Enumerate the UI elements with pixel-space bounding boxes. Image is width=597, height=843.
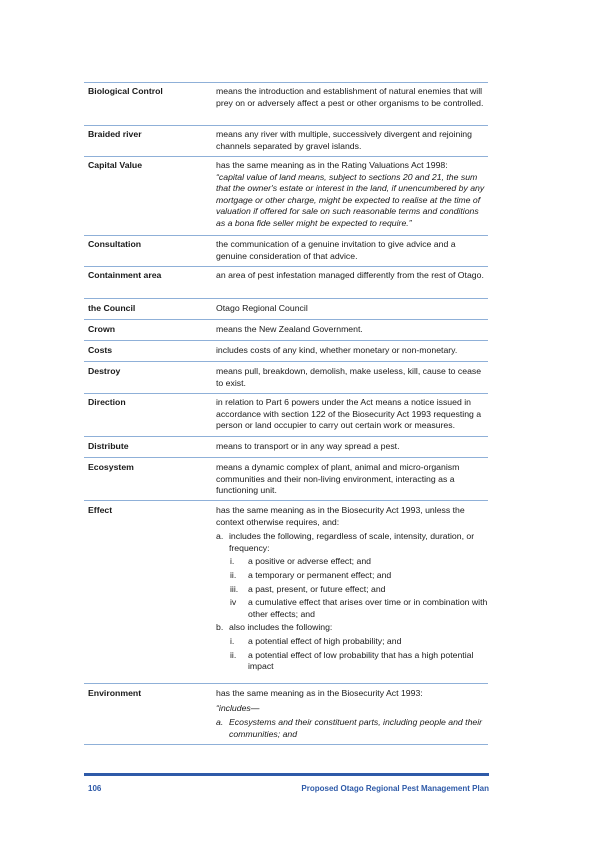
- list-item: [216, 650, 488, 673]
- glossary-definition: the communication of a genuine invitation to give advice and a genuine consideration of that advice.: [216, 239, 456, 261]
- list-item: [216, 597, 488, 620]
- list-item-text: also includes the following:: [229, 622, 333, 633]
- rule: [84, 361, 488, 362]
- glossary-term: Distribute: [88, 441, 129, 451]
- list-marker: a.: [216, 531, 224, 542]
- rule: [84, 436, 488, 437]
- rule: [84, 235, 488, 236]
- rule: [84, 156, 488, 157]
- rule: [84, 457, 488, 458]
- list-item: [216, 636, 488, 648]
- list-marker: i.: [230, 635, 235, 646]
- glossary-definition: has the same meaning as in the Biosecurity Act 1993, unless the context otherwise requires, and:: [216, 505, 465, 527]
- list-item-text: a past, present, or future effect; and: [248, 583, 386, 594]
- glossary-term: Effect: [88, 505, 113, 515]
- glossary-definition: means the introduction and establishment of natural enemies that will prey on or adversely affect a pest or other organisms to be controlled.: [216, 86, 484, 108]
- glossary-definition-block: [216, 688, 488, 740]
- glossary-term: Crown: [88, 324, 116, 334]
- glossary-term: Environment: [88, 688, 142, 698]
- list-item: [216, 717, 488, 740]
- list-item-text: a positive or adverse effect; and: [248, 556, 371, 567]
- glossary-term: Containment area: [88, 270, 162, 280]
- glossary-definition: means the New Zealand Government.: [216, 324, 363, 334]
- document-title: Proposed Otago Regional Pest Management Plan: [301, 784, 489, 793]
- glossary-term: Braided river: [88, 129, 142, 139]
- rule: [84, 298, 488, 299]
- glossary-term: Consultation: [88, 239, 142, 249]
- list-marker: ii.: [230, 569, 237, 580]
- rule: [84, 683, 488, 684]
- list-item-text: includes the following, regardless of scale, intensity, duration, or frequency:: [229, 531, 475, 553]
- glossary-definition: includes costs of any kind, whether monetary or non-monetary.: [216, 345, 458, 355]
- glossary-definition: means to transport or in any way spread a pest.: [216, 441, 400, 451]
- list-marker: iii.: [230, 583, 239, 594]
- list-item-text: a temporary or permanent effect; and: [248, 569, 392, 580]
- glossary-definition: has the same meaning as in the Rating Valuations Act 1998:: [216, 160, 448, 170]
- list-item: [216, 570, 488, 582]
- rule: [84, 744, 488, 745]
- footer-rule: [84, 773, 489, 776]
- list-item-text: Ecosystems and their constituent parts, including people and their communities; and: [229, 717, 483, 739]
- list-marker: b.: [216, 622, 224, 633]
- list-item-text: a potential effect of low probability that has a high potential impact: [248, 649, 474, 672]
- glossary-definition-block: [216, 160, 488, 230]
- glossary-term: the Council: [88, 303, 136, 313]
- glossary-definition: Otago Regional Council: [216, 303, 308, 313]
- rule: [84, 500, 488, 501]
- rule: [84, 393, 488, 394]
- glossary-definition: has the same meaning as in the Biosecurity Act 1993:: [216, 688, 423, 698]
- glossary-term: Ecosystem: [88, 462, 134, 472]
- glossary-definition: means pull, breakdown, demolish, make useless, kill, cause to cease to exist.: [216, 366, 482, 388]
- list-item: [216, 531, 488, 554]
- glossary-definition: means any river with multiple, successively divergent and rejoining channels separated by gravel islands.: [216, 129, 472, 151]
- list-item: [216, 556, 488, 568]
- glossary-term: Capital Value: [88, 160, 143, 170]
- quoted-definition: “includes—: [216, 702, 260, 713]
- rule: [84, 319, 488, 320]
- rule: [84, 266, 488, 267]
- rule: [84, 340, 488, 341]
- glossary-term: Costs: [88, 345, 113, 355]
- glossary-definition-block: [216, 505, 488, 673]
- glossary-definition: an area of pest infestation managed differently from the rest of Otago.: [216, 270, 484, 280]
- list-item-text: a cumulative effect that arises over time or in combination with other effects; and: [248, 597, 488, 619]
- list-marker: ii.: [230, 649, 237, 660]
- glossary-term: Direction: [88, 397, 126, 407]
- list-marker: iv: [230, 597, 237, 608]
- glossary-definition: in relation to Part 6 powers under the Act means a notice issued in accordance with section 122 of the Biosecurity Act 1993 requesting a person or land occupier to carry out certain work or measures.: [216, 397, 482, 431]
- list-item-text: a potential effect of high probability; and: [248, 635, 402, 646]
- glossary-definition: means a dynamic complex of plant, animal and micro-organism communities and their non-living environment, interacting as a functioning unit.: [216, 462, 460, 496]
- quoted-definition: “capital value of land means, subject to sections 20 and 21, the sum that the owner's estate or interest in the land, if unencumbered by any mortgage or other charge, might be expected to realise at the time of valuation if offered for sale on such reasonable terms and conditions as a bona fide seller might be expected to require.”: [216, 171, 485, 228]
- list-item: [216, 622, 488, 634]
- rule: [84, 82, 488, 83]
- glossary-term: Destroy: [88, 366, 121, 376]
- rule: [84, 125, 488, 126]
- list-marker: a.: [216, 717, 224, 728]
- list-item: [216, 584, 488, 596]
- glossary-term: Biological Control: [88, 86, 163, 96]
- list-marker: i.: [230, 556, 235, 567]
- page-number: 106: [88, 784, 102, 793]
